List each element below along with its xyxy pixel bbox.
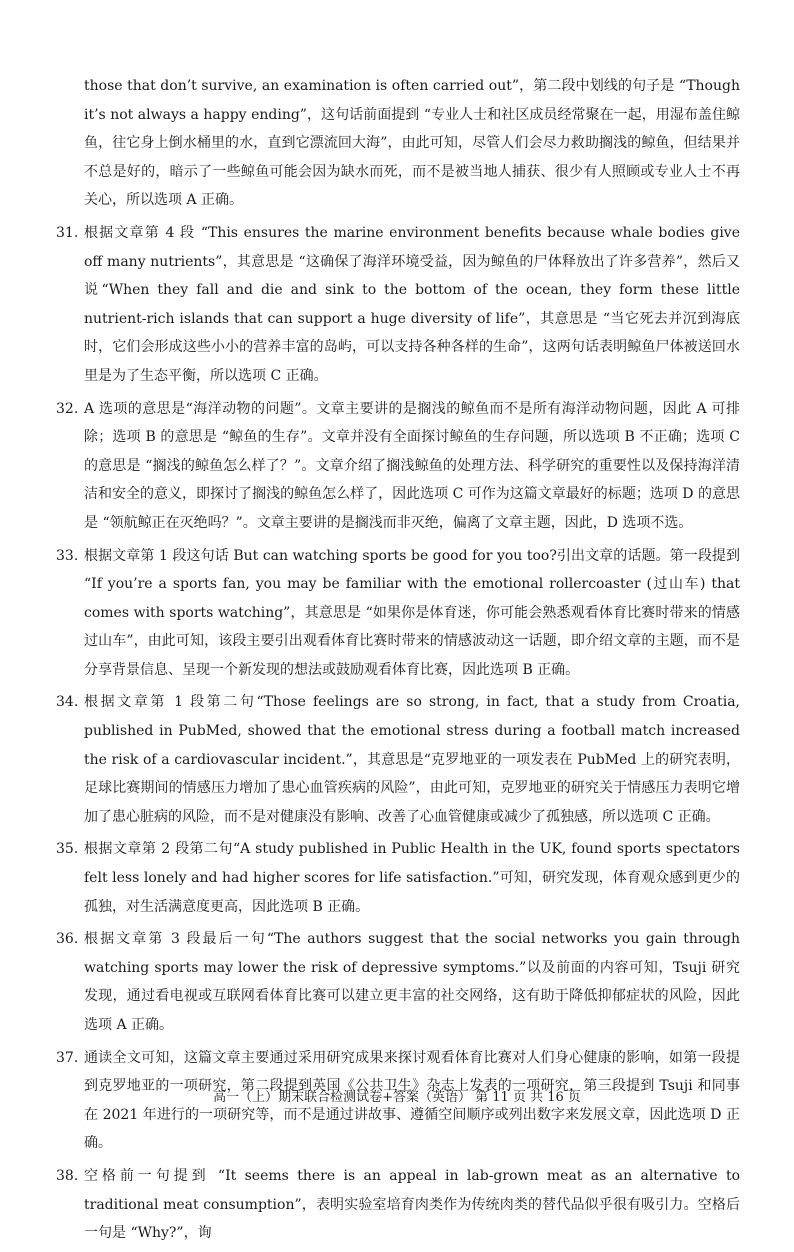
item-number: 37. [56,1049,79,1066]
paragraph-text: 根据文章第 1 段这句话 But can watching sports be good for you too?引出文章的话题。第一段提到 “If you’re a sports fan, you may be familiar with the emotional rollercoaster (过山车) that comes with sports watching”，其意思是 “如果你是体育迷，你可能会熟悉观看体育比赛时带来的情感过山车”，由此可知，该段主要引出观看体育比赛时带来的情感波动这一话题，即介绍文章的主题，而不是分享背景信息、呈现一个新发现的想法或鼓励观看体育比赛，因此选项 B 正确。 [84,547,740,678]
paragraph-text: 根据文章第 2 段第二句“A study published in Public Health in the UK, found sports spectators felt less lonely and had higher scores for life satisfaction.”可知，研究发现，体育观众感到更少的孤独，对生活满意度更高，因此选项 B 正确。 [84,841,740,915]
paragraph-text: 根据文章第 3 段最后一句“The authors suggest that the social networks you gain through watching sports may lower the risk of depressive symptoms.”以及前面的内容可知，Tsuji 研究发现，通过看电视或互联网看体育比赛可以建立更丰富的社交网络，这有助于降低抑郁症状的风险，因此选项 A 正确。 [84,931,740,1033]
paragraph-31 [56,219,740,391]
paragraph-36 [56,925,740,1039]
paragraph-33 [56,542,740,685]
paragraph-text: 根据文章第 4 段 “This ensures the marine environment benefits because whale bodies give off many nutrients”，其意思是 “这确保了海洋环境受益，因为鲸鱼的尸体释放出了许多营养”，然后又说“When they fall and die and sink to the bottom of the ocean, they form these little nutrient-rich islands that can support a huge diversity of life”，其意思是 “当它死去并沉到海底时，它们会形成这些小小的营养丰富的岛屿，可以支持各种各样的生命”，这两句话表明鲸鱼尸体被送回水里是为了生态平衡，所以选项 C 正确。 [84,224,740,384]
paragraph-34 [56,688,740,831]
answer-explanations [56,72,740,1252]
paragraph-38 [56,1162,740,1248]
paragraph-32 [56,395,740,538]
paragraph-text: 根据文章第 1 段第二句“Those feelings are so strong, in fact, that a study from Croatia, published in PubMed, showed that the emotional stress during a football match increased the risk of a cardiovascular incident.”，其意思是“克罗地亚的一项发表在 PubMed 上的研究表明，足球比赛期间的情感压力增加了患心血管疾病的风险”，由此可知，克罗地亚的研究关于情感压力表明它增加了患心脏病的风险，而不是对健康没有影响、改善了心血管健康或减少了孤独感，所以选项 C 正确。 [84,694,740,825]
page-footer: 高一（上）期末联合检测试卷+答案（英语） 第 11 页 共 16 页 [213,1090,581,1105]
paragraph-text: those that don’t survive, an examination is often carried out”，第二段中划线的句子是 “Though it’s not always a happy ending”，这句话前面提到 “专业人士和社区成员经常聚在一起，用湿布盖住鲸鱼，往它身上倒水桶里的水，直到它漂流回大海”，由此可知，尽管人们会尽力救助搁浅的鲸鱼，但结果并不总是好的，暗示了一些鲸鱼可能会因为缺水而死，而不是被当地人捕获、很少有人照顾或专业人士不再关心，所以选项 A 正确。 [84,78,740,209]
item-number: 35. [56,841,79,858]
item-number: 34. [56,694,79,711]
paragraph-text: A 选项的意思是“海洋动物的问题”。文章主要讲的是搁浅的鲸鱼而不是所有海洋动物问题，因此 A 可排除；选项 B 的意思是 “鲸鱼的生存”。文章并没有全面探讨鲸鱼的生存问题，所以选项 B 不正确；选项 C 的意思是 “搁浅的鲸鱼怎么样了？”。文章介绍了搁浅鲸鱼的处理方法、科学研究的重要性以及保持海洋清洁和安全的意义，即探讨了搁浅的鲸鱼怎么样了，因此选项 C 可作为这篇文章最好的标题；选项 D 的意思是 “领航鲸正在灭绝吗？”。文章主要讲的是搁浅而非灭绝，偏离了文章主题，因此，D 选项不选。 [84,400,740,531]
item-number: 33. [56,547,79,564]
item-number: 31. [56,224,79,241]
item-number: 38. [56,1167,79,1184]
item-number: 32. [56,400,79,417]
paragraph-continuation [56,72,740,215]
paragraph-text: 通读全文可知，这篇文章主要通过采用研究成果来探讨观看体育比赛对人们身心健康的影响，如第一段提到克罗地亚的一项研究，第二段提到英国《公共卫生》杂志上发表的一项研究，第三段提到 Tsuji 和同事在 2021 年进行的一项研究等，而不是通过讲故事、遵循空间顺序或列出数字来发展文章，因此选项 D 正确。 [84,1049,740,1152]
item-number: 36. [56,931,79,948]
paragraph-35 [56,835,740,921]
paragraph-text: 空格前一句提到 “It seems there is an appeal in lab-grown meat as an alternative to traditional meat consumption”，表明实验室培育肉类作为传统肉类的替代品似乎很有吸引力。空格后一句是 “Why?”，询 [84,1167,740,1242]
